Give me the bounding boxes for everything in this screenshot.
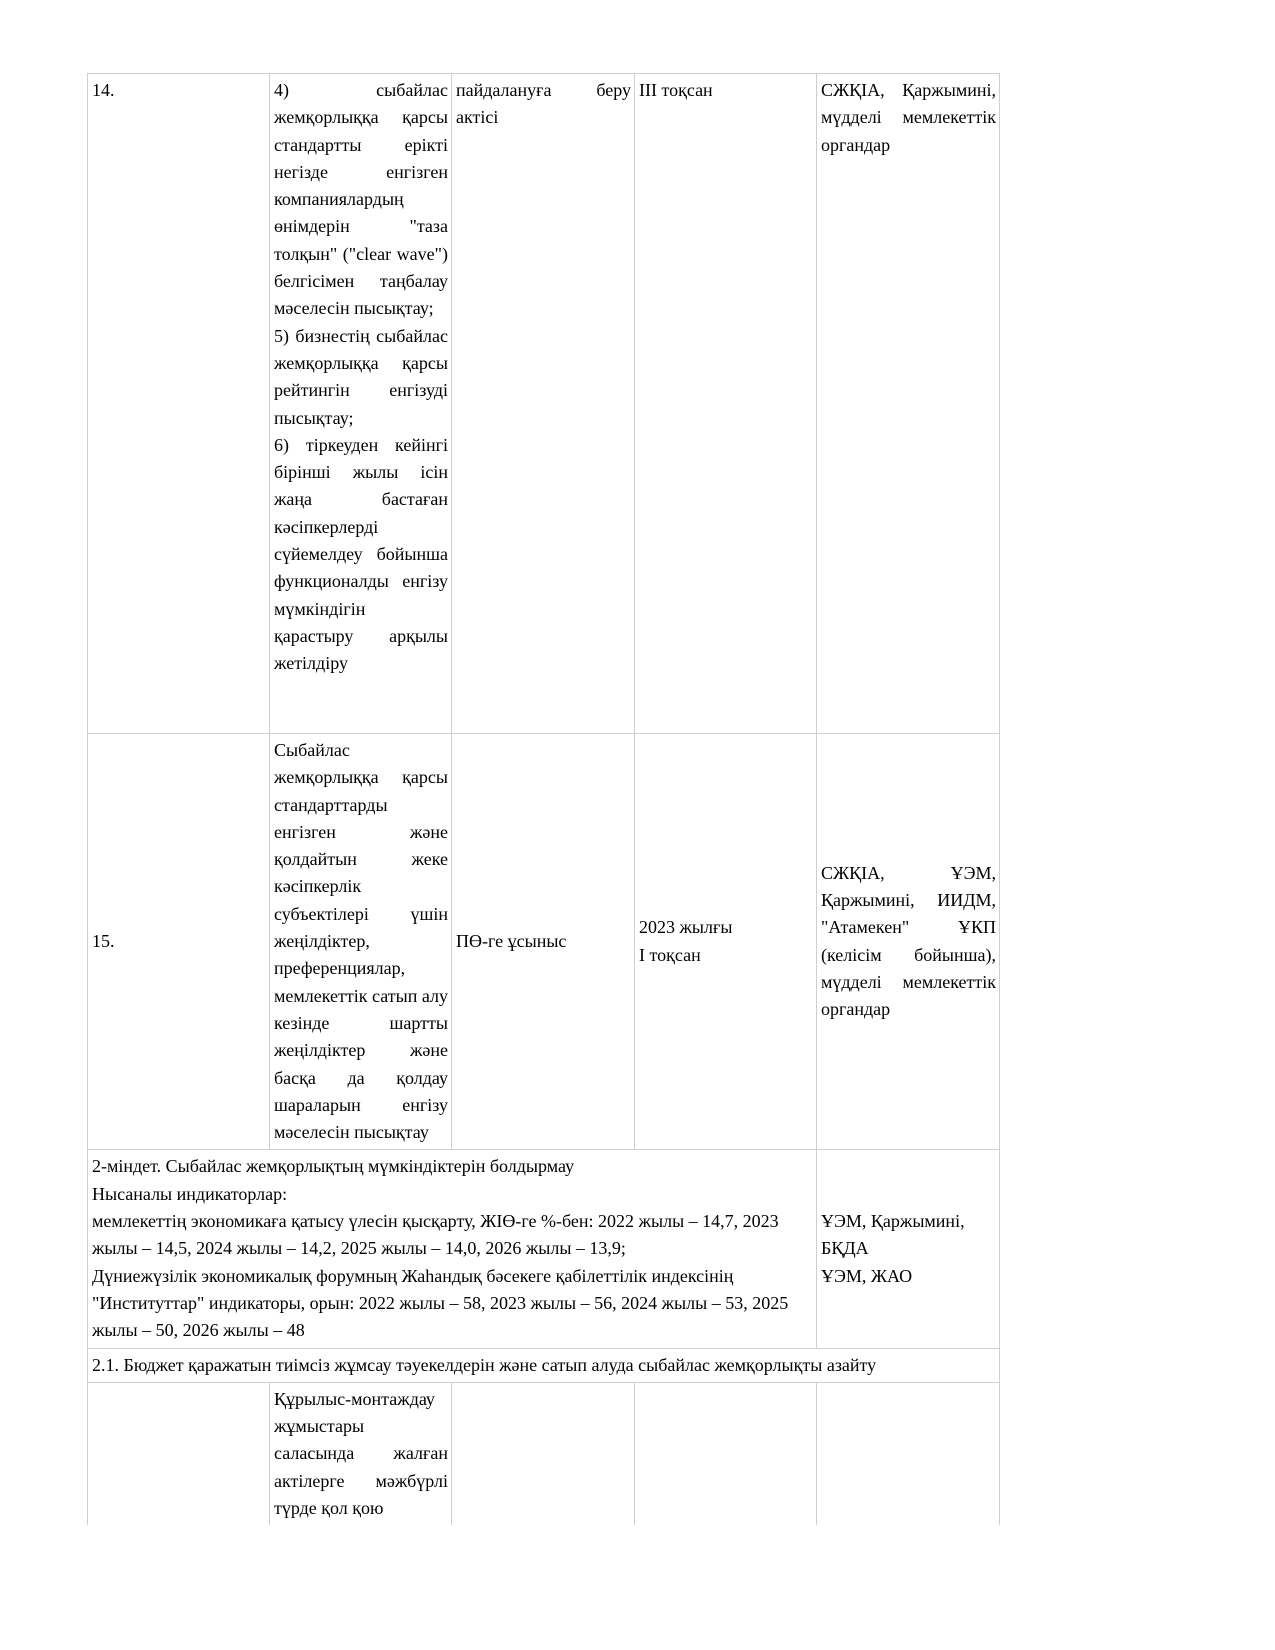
table-row [88, 74, 1052, 734]
indicator-2: Дүниежүзілік экономикалық форумның Жаһандық бәсекеге қабілеттілік индексінің "Институттар" индикаторы, орын: 2022 жылы – 58, 2023 жылы – 56, 2024 жылы – 53, 2025 жылы – 50, 2026 жылы – 48 [92, 1265, 789, 1341]
completion-form-cell [452, 1382, 635, 1525]
document-page [87, 73, 1051, 1525]
task-description-cell [88, 1150, 817, 1348]
deadline-quarter: I тоқсан [639, 944, 701, 965]
empty-margin [1000, 1150, 1052, 1348]
action-plan-table [87, 73, 1052, 1525]
completion-form-cell: пайдалануға беру актісі [452, 74, 635, 734]
row-number: 15. [88, 734, 270, 1150]
task-title: 2-міндет. Сыбайлас жемқорлықтың мүмкіндіктерін болдырмау [92, 1156, 575, 1177]
empty-margin [1000, 1382, 1052, 1525]
table-row [88, 1382, 1052, 1525]
completion-form-cell: ПӨ-ге ұсыныс [452, 734, 635, 1150]
empty-margin [1000, 74, 1052, 734]
deadline-cell [635, 1382, 817, 1525]
deadline-cell: III тоқсан [635, 74, 817, 734]
indicator-1: мемлекеттің экономикаға қатысу үлесін қысқарту, ЖІӨ-ге %-бен: 2022 жылы – 14,7, 2023 жылы – 14,5, 2024 жылы – 14,2, 2025 жылы – 14,0, 2026 жылы – 13,9; [92, 1211, 779, 1259]
responsible-cell: СЖҚІА, ҰЭМ, Қаржымині, ИИДМ, "Атамекен" ҰКП (келісім бойынша), мүдделі мемлекеттік органдар [817, 734, 1000, 1150]
measure-cell: Құрылыс-монтаждау жұмыстары саласында жалған актілерге мәжбүрлі түрде қол қою [270, 1382, 452, 1525]
responsible-indicator-2: ҰЭМ, ЖАО [821, 1265, 913, 1286]
deadline-year: 2023 жылғы [639, 917, 733, 938]
measure-item-4: 4) сыбайлас жемқорлыққа қарсы стандартты ерікті негізде енгізген компаниялардың өнімдерін "таза толқын" ("clear wave") белгісімен таңбалау мәселесін пысықтау; [274, 80, 448, 319]
empty-margin [1000, 734, 1052, 1150]
section-title: 2.1. Бюджет қаражатын тиімсіз жұмсау тәуекелдерін және сатып алуда сыбайлас жемқорлықты азайту [88, 1348, 1000, 1382]
responsible-cell [817, 1382, 1000, 1525]
measure-cell [270, 74, 452, 734]
row-number [88, 1382, 270, 1525]
indicators-label: Нысаналы индикаторлар: [92, 1183, 288, 1204]
task-responsible-cell [817, 1150, 1000, 1348]
empty-margin [1000, 1348, 1052, 1382]
measure-cell: Сыбайлас жемқорлыққа қарсы стандарттарды енгізген және қолдайтын жеке кәсіпкерлік субъектілері үшін жеңілдіктер, преференциялар, мемлекеттік сатып алу кезінде шартты жеңілдіктер және басқа да қолдау шараларын енгізу мәселесін пысықтау [270, 734, 452, 1150]
deadline-cell [635, 734, 817, 1150]
measure-item-6: 6) тіркеуден кейінгі бірінші жылы ісін жаңа бастаған кәсіпкерлерді сүйемелдеу бойынша функционалды енгізу мүмкіндігін қарастыру арқылы жетілдіру [274, 434, 448, 674]
table-row [88, 734, 1052, 1150]
task-row [88, 1150, 1052, 1348]
responsible-indicator-1: ҰЭМ, Қаржымині, БҚДА [821, 1211, 965, 1259]
section-row [88, 1348, 1052, 1382]
row-number: 14. [88, 74, 270, 734]
responsible-cell: СЖҚІА, Қаржымині, мүдделі мемлекеттік органдар [817, 74, 1000, 734]
measure-item-5: 5) бизнестің сыбайлас жемқорлыққа қарсы рейтингін енгізуді пысықтау; [274, 325, 448, 428]
